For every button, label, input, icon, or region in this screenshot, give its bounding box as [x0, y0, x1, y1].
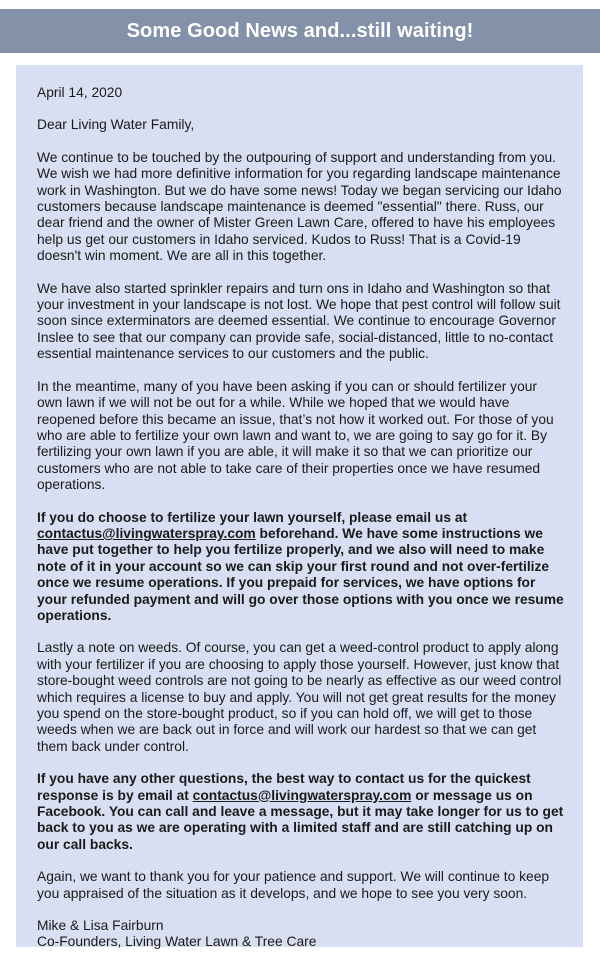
signature-block — [37, 918, 565, 951]
letter-date: April 14, 2020 — [37, 85, 123, 100]
signature-names: Mike & Lisa Fairburn — [37, 918, 164, 934]
letter-salutation: Dear Living Water Family, — [37, 117, 195, 133]
header-bar — [0, 9, 600, 53]
paragraph-weeds: Lastly a note on weeds. Of course, you can get a weed-control product to apply along with your fertilizer if you are choosing to apply those yourself. However, just know that store-bought weed controls are not going to be nearly as effective as our weed control which requires a license to buy and apply. You will not get great results for the money you spend on the store-bought product, so if you can hold off, we will get to those weeds when we are back out in force and will work our hardest so that we can get them back under control. — [37, 640, 562, 754]
paragraph-text: beforehand. We have some instructions we have put together to help you fertilize properly, and we also will need to make note of it in your account so we can skip your first round and not over-fertilize once we resume operations. If you prepaid for services, we have options for your refunded payment and will go over those options with you once we resume operations. — [37, 525, 564, 623]
paragraph-text: If you do choose to fertilize your lawn yourself, please email us at — [37, 509, 468, 525]
email-link[interactable]: contactus@livingwaterspray.com — [37, 525, 256, 541]
paragraph-text: or message us on Facebook. You can call and leave a message, but it may take longer for us to get back to you as we are operating with a limited staff and are still catching up on our call backs. — [37, 787, 564, 852]
paragraph-contact-us — [37, 771, 565, 853]
paragraph-self-fertilize: In the meantime, many of you have been asking if you can or should fertilizer your own lawn if we will not be out for a while. While we hoped that we would have reopened before this became an issue, that’s not how it worked out. For those of you who are able to fertilize your own lawn and want to, we are going to say go for it. By fertilizing your own lawn if you are able, it will make it so that we can prioritize our customers who are not able to take care of their properties once we have resumed operations. — [37, 378, 554, 493]
signature-title: Co-Founders, Living Water Lawn & Tree Care — [37, 934, 317, 950]
paragraph-text: If you have any other questions, the best way to contact us for the quickest response is by email at — [37, 771, 531, 803]
paragraph-thank-you: Again, we want to thank you for your patience and support. We will continue to keep you appraised of the situation as it develops, and we hope to see you very soon. — [37, 869, 550, 901]
paragraph-good-news: We continue to be touched by the outpouring of support and understanding from you. We wish we had more definitive information for you regarding landscape maintenance work in Washington. But we do have some news! Today we began servicing our Idaho customers because landscape maintenance is deemed "essential" there. Russ, our dear friend and the owner of Mister Green Lawn Care, offered to have his employees help us get our customers in Idaho serviced. Kudos to Russ! That is a Covid-19 doesn't win moment. We are all in this together. — [37, 149, 562, 264]
email-link[interactable]: contactus@livingwaterspray.com — [192, 787, 412, 803]
paragraph-email-before-fertilizing — [37, 510, 565, 625]
page-title: Some Good News and...still waiting! — [126, 19, 474, 42]
paragraph-sprinkler-repairs: We have also started sprinkler repairs and turn ons in Idaho and Washington so that your investment in your landscape is not lost. We hope that pest control will follow suit soon since exterminators are deemed essential. We continue to encourage Governor Inslee to see that our company can provide safe, social-distanced, little to no-contact essential maintenance services to our customers and the public. — [37, 280, 561, 362]
letter-panel — [16, 65, 583, 950]
